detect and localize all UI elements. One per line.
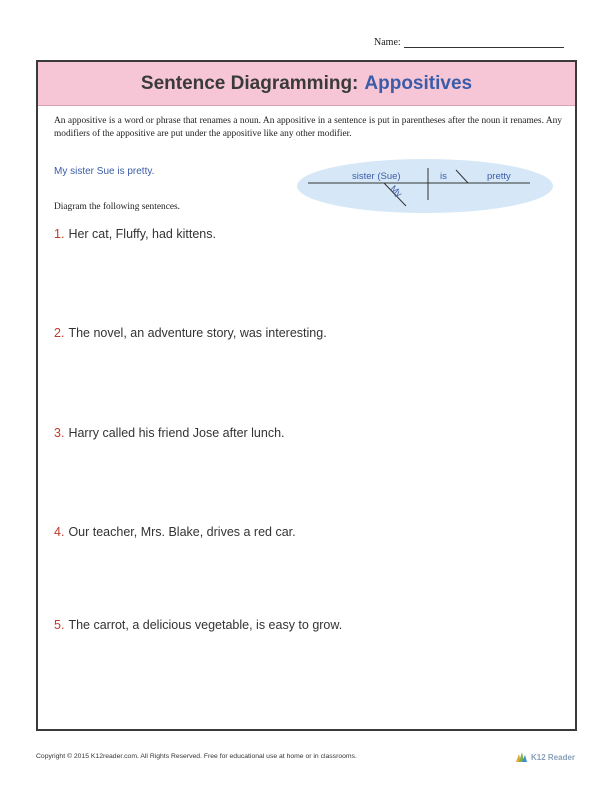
example-diagram xyxy=(296,158,554,219)
k12reader-logo xyxy=(514,750,575,764)
title-banner xyxy=(38,62,575,106)
example-sentence: My sister Sue is pretty. xyxy=(54,166,155,177)
logo-text: K12 Reader xyxy=(531,752,576,762)
question-text: The novel, an adventure story, was interesting. xyxy=(68,326,327,340)
name-field[interactable] xyxy=(374,37,564,48)
name-blank[interactable] xyxy=(404,37,564,48)
question-number: 4. xyxy=(54,525,65,539)
question-number: 3. xyxy=(54,426,65,440)
diagram-subject: sister (Sue) xyxy=(352,171,401,182)
diagram-verb: is xyxy=(440,171,447,182)
question-number: 5. xyxy=(54,618,65,632)
diagram-complement: pretty xyxy=(487,171,511,182)
question-text: The carrot, a delicious vegetable, is easy to grow. xyxy=(68,618,343,632)
worksheet-frame xyxy=(36,60,577,731)
question-1 xyxy=(54,227,216,241)
diagram-modifier: My xyxy=(388,183,405,199)
question-3 xyxy=(54,426,285,440)
question-text: Harry called his friend Jose after lunch. xyxy=(68,426,285,440)
question-5 xyxy=(54,618,342,632)
leaf-icon xyxy=(514,750,528,764)
copyright-footer: Copyright © 2015 K12reader.com. All Rights Reserved. Free for educational use at home or in classrooms. xyxy=(36,753,357,760)
question-number: 1. xyxy=(54,227,65,241)
diagram-ellipse xyxy=(297,159,553,213)
question-4 xyxy=(54,525,296,539)
question-text: Our teacher, Mrs. Blake, drives a red car. xyxy=(68,525,296,539)
title-accent: Appositives xyxy=(364,72,473,94)
question-number: 2. xyxy=(54,326,65,340)
intro-paragraph: An appositive is a word or phrase that renames a noun. An appositive in a sentence is put in parentheses after the noun it renames. Any modifiers of the appositive are put under the appositive like any other modifier. xyxy=(54,116,562,139)
question-2 xyxy=(54,326,327,340)
name-label: Name: xyxy=(374,37,401,48)
question-text: Her cat, Fluffy, had kittens. xyxy=(68,227,216,241)
title-main: Sentence Diagramming: xyxy=(140,72,359,94)
instructions: Diagram the following sentences. xyxy=(54,202,181,212)
